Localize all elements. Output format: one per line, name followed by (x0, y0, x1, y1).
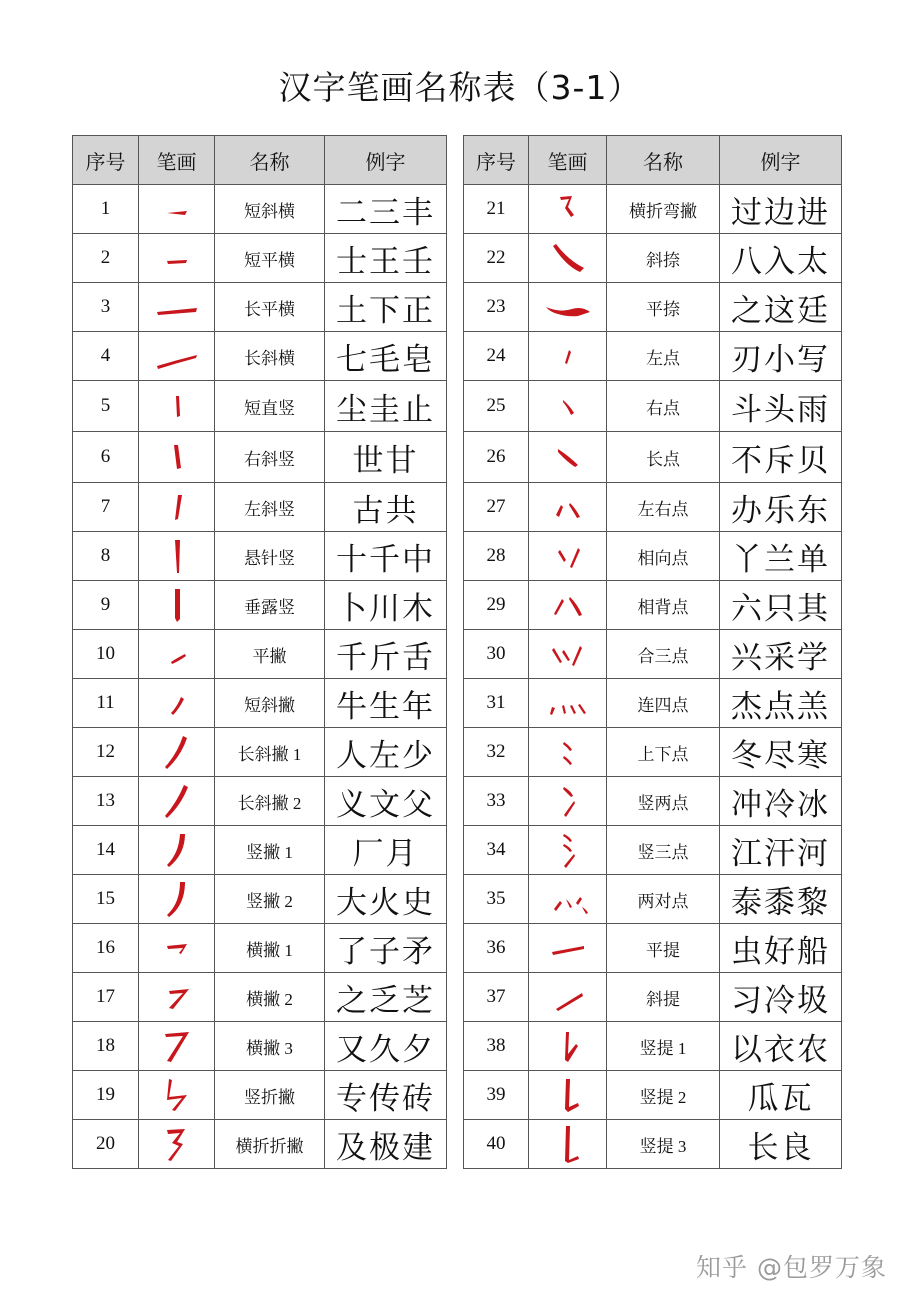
example-characters: 刃小写 (720, 332, 842, 381)
example-characters: 古共 (325, 483, 447, 532)
stroke-glyph-icon (538, 879, 598, 919)
stroke-glyph (529, 332, 607, 381)
stroke-number: 9 (73, 581, 139, 630)
table-row (464, 777, 842, 826)
example-characters: 冲冷冰 (720, 777, 842, 826)
example-characters: 之乏芝 (325, 973, 447, 1022)
stroke-number: 2 (73, 234, 139, 283)
header-example: 例字 (720, 136, 842, 185)
stroke-number: 6 (73, 432, 139, 483)
example-characters: 卜川木 (325, 581, 447, 630)
stroke-name: 平撇 (215, 630, 325, 679)
stroke-name: 横折弯撇 (607, 185, 720, 234)
header-number: 序号 (464, 136, 529, 185)
stroke-glyph-icon (538, 1124, 598, 1164)
stroke-number: 5 (73, 381, 139, 432)
table-row (73, 728, 447, 777)
stroke-number: 1 (73, 185, 139, 234)
stroke-name: 竖两点 (607, 777, 720, 826)
page-title: 汉字笔画名称表（3-1） (278, 68, 642, 107)
table-row (464, 973, 842, 1022)
stroke-glyph-icon (538, 634, 598, 674)
stroke-glyph (529, 924, 607, 973)
stroke-number: 14 (73, 826, 139, 875)
stroke-name: 横撇 3 (215, 1022, 325, 1071)
stroke-name: 竖折撇 (215, 1071, 325, 1120)
stroke-glyph (529, 581, 607, 630)
table-row (73, 875, 447, 924)
table-row (73, 532, 447, 581)
example-characters: 牛生年 (325, 679, 447, 728)
example-characters: 江汗河 (720, 826, 842, 875)
table-row (464, 630, 842, 679)
stroke-glyph (139, 875, 215, 924)
stroke-glyph (529, 432, 607, 483)
example-characters: 斗头雨 (720, 381, 842, 432)
stroke-number: 4 (73, 332, 139, 381)
stroke-name: 左右点 (607, 483, 720, 532)
stroke-glyph (139, 728, 215, 777)
example-characters: 以衣农 (720, 1022, 842, 1071)
stroke-glyph (529, 483, 607, 532)
stroke-number: 40 (464, 1120, 529, 1169)
stroke-glyph-icon (538, 683, 598, 723)
stroke-number: 12 (73, 728, 139, 777)
stroke-glyph (139, 581, 215, 630)
header-name: 名称 (607, 136, 720, 185)
example-characters: 兴采学 (720, 630, 842, 679)
stroke-glyph (139, 777, 215, 826)
stroke-glyph (139, 630, 215, 679)
stroke-glyph (139, 826, 215, 875)
example-characters: 丫兰单 (720, 532, 842, 581)
stroke-glyph (529, 973, 607, 1022)
stroke-name: 斜提 (607, 973, 720, 1022)
example-characters: 杰点羔 (720, 679, 842, 728)
example-characters: 人左少 (325, 728, 447, 777)
stroke-glyph (529, 777, 607, 826)
table-row (73, 1120, 447, 1169)
table-row (464, 381, 842, 432)
stroke-glyph-icon (147, 336, 207, 376)
stroke-name: 短平横 (215, 234, 325, 283)
stroke-glyph-icon (538, 189, 598, 229)
table-row (73, 581, 447, 630)
header-number: 序号 (73, 136, 139, 185)
watermark: 知乎 @包罗万象 (696, 1253, 887, 1282)
stroke-number: 3 (73, 283, 139, 332)
stroke-glyph-icon (147, 536, 207, 576)
stroke-glyph-icon (538, 1026, 598, 1066)
stroke-glyph-icon (147, 732, 207, 772)
stroke-number: 17 (73, 973, 139, 1022)
stroke-glyph-icon (538, 585, 598, 625)
example-characters: 虫好船 (720, 924, 842, 973)
stroke-glyph-icon (538, 536, 598, 576)
header-name: 名称 (215, 136, 325, 185)
stroke-glyph-icon (147, 189, 207, 229)
stroke-glyph-icon (147, 928, 207, 968)
stroke-glyph (529, 630, 607, 679)
stroke-glyph (139, 381, 215, 432)
table-row (464, 432, 842, 483)
stroke-table-left (72, 135, 447, 1169)
stroke-number: 20 (73, 1120, 139, 1169)
example-characters: 瓜瓦 (720, 1071, 842, 1120)
example-characters: 十千中 (325, 532, 447, 581)
stroke-number: 15 (73, 875, 139, 924)
stroke-glyph (139, 332, 215, 381)
stroke-glyph (139, 1071, 215, 1120)
example-characters: 士王壬 (325, 234, 447, 283)
table-row (464, 234, 842, 283)
stroke-name: 左斜竖 (215, 483, 325, 532)
table-row (464, 581, 842, 630)
table-row (464, 483, 842, 532)
stroke-glyph (529, 234, 607, 283)
header-stroke: 笔画 (529, 136, 607, 185)
example-characters: 六只其 (720, 581, 842, 630)
example-characters: 世甘 (325, 432, 447, 483)
stroke-glyph (529, 381, 607, 432)
stroke-glyph (139, 924, 215, 973)
stroke-glyph (139, 185, 215, 234)
example-characters: 习冷圾 (720, 973, 842, 1022)
stroke-number: 38 (464, 1022, 529, 1071)
stroke-glyph-icon (538, 238, 598, 278)
stroke-number: 7 (73, 483, 139, 532)
stroke-glyph (139, 1120, 215, 1169)
example-characters: 厂月 (325, 826, 447, 875)
stroke-name: 连四点 (607, 679, 720, 728)
stroke-number: 19 (73, 1071, 139, 1120)
stroke-glyph-icon (147, 238, 207, 278)
example-characters: 不斥贝 (720, 432, 842, 483)
stroke-number: 21 (464, 185, 529, 234)
stroke-glyph (529, 1071, 607, 1120)
stroke-name: 长斜撇 2 (215, 777, 325, 826)
stroke-glyph (529, 875, 607, 924)
stroke-number: 23 (464, 283, 529, 332)
stroke-glyph-icon (538, 781, 598, 821)
stroke-name: 长斜横 (215, 332, 325, 381)
stroke-glyph-icon (147, 386, 207, 426)
stroke-glyph-icon (147, 879, 207, 919)
example-characters: 七毛皂 (325, 332, 447, 381)
header-stroke: 笔画 (139, 136, 215, 185)
table-row (73, 630, 447, 679)
table-row (464, 826, 842, 875)
table-row (464, 1022, 842, 1071)
table-row (464, 1120, 842, 1169)
stroke-glyph-icon (538, 830, 598, 870)
table-row (73, 381, 447, 432)
example-characters: 专传砖 (325, 1071, 447, 1120)
table-row (73, 483, 447, 532)
example-characters: 尘圭止 (325, 381, 447, 432)
example-characters: 义文父 (325, 777, 447, 826)
stroke-glyph-icon (147, 487, 207, 527)
table-row (464, 875, 842, 924)
stroke-glyph-icon (538, 287, 598, 327)
stroke-name: 平提 (607, 924, 720, 973)
stroke-number: 13 (73, 777, 139, 826)
stroke-name: 相向点 (607, 532, 720, 581)
stroke-number: 26 (464, 432, 529, 483)
stroke-number: 10 (73, 630, 139, 679)
stroke-glyph (139, 1022, 215, 1071)
example-characters: 大火史 (325, 875, 447, 924)
stroke-glyph-icon (147, 287, 207, 327)
example-characters: 过边进 (720, 185, 842, 234)
stroke-number: 18 (73, 1022, 139, 1071)
table-row (464, 728, 842, 777)
stroke-number: 39 (464, 1071, 529, 1120)
stroke-name: 竖撇 2 (215, 875, 325, 924)
stroke-glyph (139, 483, 215, 532)
stroke-glyph-icon (538, 977, 598, 1017)
table-row (73, 283, 447, 332)
stroke-name: 短斜撇 (215, 679, 325, 728)
table-header-row (73, 136, 447, 185)
example-characters: 及极建 (325, 1120, 447, 1169)
example-characters: 冬尽寒 (720, 728, 842, 777)
table-row (73, 973, 447, 1022)
example-characters: 办乐东 (720, 483, 842, 532)
header-example: 例字 (325, 136, 447, 185)
stroke-number: 30 (464, 630, 529, 679)
stroke-glyph-icon (147, 1124, 207, 1164)
stroke-glyph (529, 1120, 607, 1169)
stroke-glyph-icon (538, 336, 598, 376)
stroke-glyph (529, 728, 607, 777)
stroke-name: 短斜横 (215, 185, 325, 234)
stroke-table-right (463, 135, 842, 1169)
stroke-glyph (139, 283, 215, 332)
table-row (73, 185, 447, 234)
stroke-name: 上下点 (607, 728, 720, 777)
example-characters: 之这廷 (720, 283, 842, 332)
stroke-name: 竖提 3 (607, 1120, 720, 1169)
table-row (464, 283, 842, 332)
stroke-glyph (529, 826, 607, 875)
stroke-name: 横撇 1 (215, 924, 325, 973)
stroke-name: 左点 (607, 332, 720, 381)
stroke-glyph-icon (147, 1075, 207, 1115)
table-row (73, 777, 447, 826)
table-row (464, 185, 842, 234)
stroke-name: 两对点 (607, 875, 720, 924)
stroke-name: 竖撇 1 (215, 826, 325, 875)
stroke-glyph-icon (538, 437, 598, 477)
stroke-number: 25 (464, 381, 529, 432)
stroke-name: 竖提 2 (607, 1071, 720, 1120)
stroke-name: 斜捺 (607, 234, 720, 283)
stroke-number: 34 (464, 826, 529, 875)
stroke-number: 31 (464, 679, 529, 728)
stroke-glyph (529, 1022, 607, 1071)
stroke-glyph-icon (538, 732, 598, 772)
stroke-number: 29 (464, 581, 529, 630)
stroke-number: 37 (464, 973, 529, 1022)
stroke-name: 悬针竖 (215, 532, 325, 581)
stroke-number: 28 (464, 532, 529, 581)
stroke-name: 垂露竖 (215, 581, 325, 630)
table-row (73, 679, 447, 728)
stroke-glyph (139, 679, 215, 728)
stroke-glyph-icon (538, 386, 598, 426)
table-row (73, 432, 447, 483)
stroke-glyph (139, 432, 215, 483)
stroke-number: 32 (464, 728, 529, 777)
stroke-name: 竖三点 (607, 826, 720, 875)
example-characters: 了子矛 (325, 924, 447, 973)
stroke-glyph-icon (147, 437, 207, 477)
example-characters: 土下正 (325, 283, 447, 332)
stroke-glyph-icon (538, 928, 598, 968)
example-characters: 长良 (720, 1120, 842, 1169)
stroke-number: 16 (73, 924, 139, 973)
stroke-glyph (529, 185, 607, 234)
stroke-glyph (529, 532, 607, 581)
table-row (464, 679, 842, 728)
stroke-name: 横撇 2 (215, 973, 325, 1022)
stroke-number: 36 (464, 924, 529, 973)
table-row (73, 826, 447, 875)
stroke-name: 右斜竖 (215, 432, 325, 483)
stroke-number: 35 (464, 875, 529, 924)
stroke-name: 合三点 (607, 630, 720, 679)
table-row (73, 234, 447, 283)
table-row (73, 924, 447, 973)
example-characters: 又久夕 (325, 1022, 447, 1071)
stroke-name: 短直竖 (215, 381, 325, 432)
table-row (73, 1071, 447, 1120)
stroke-name: 平捺 (607, 283, 720, 332)
stroke-glyph-icon (147, 781, 207, 821)
table-row (464, 332, 842, 381)
stroke-glyph (529, 679, 607, 728)
example-characters: 八入太 (720, 234, 842, 283)
stroke-glyph (139, 973, 215, 1022)
stroke-glyph-icon (538, 487, 598, 527)
stroke-name: 长点 (607, 432, 720, 483)
stroke-number: 22 (464, 234, 529, 283)
stroke-number: 11 (73, 679, 139, 728)
stroke-glyph (529, 283, 607, 332)
stroke-name: 长斜撇 1 (215, 728, 325, 777)
stroke-glyph (139, 532, 215, 581)
stroke-glyph (139, 234, 215, 283)
stroke-name: 相背点 (607, 581, 720, 630)
stroke-number: 27 (464, 483, 529, 532)
stroke-name: 右点 (607, 381, 720, 432)
stroke-name: 长平横 (215, 283, 325, 332)
table-row (73, 332, 447, 381)
table-row (464, 532, 842, 581)
stroke-glyph-icon (147, 1026, 207, 1066)
table-row (464, 924, 842, 973)
example-characters: 千斤舌 (325, 630, 447, 679)
stroke-number: 33 (464, 777, 529, 826)
stroke-glyph-icon (147, 977, 207, 1017)
stroke-glyph-icon (147, 585, 207, 625)
stroke-name: 横折折撇 (215, 1120, 325, 1169)
stroke-number: 8 (73, 532, 139, 581)
example-characters: 二三丰 (325, 185, 447, 234)
stroke-glyph-icon (147, 683, 207, 723)
stroke-glyph-icon (147, 830, 207, 870)
stroke-glyph-icon (147, 634, 207, 674)
stroke-number: 24 (464, 332, 529, 381)
stroke-glyph-icon (538, 1075, 598, 1115)
table-header-row (464, 136, 842, 185)
table-row (73, 1022, 447, 1071)
table-row (464, 1071, 842, 1120)
example-characters: 泰黍黎 (720, 875, 842, 924)
stroke-name: 竖提 1 (607, 1022, 720, 1071)
